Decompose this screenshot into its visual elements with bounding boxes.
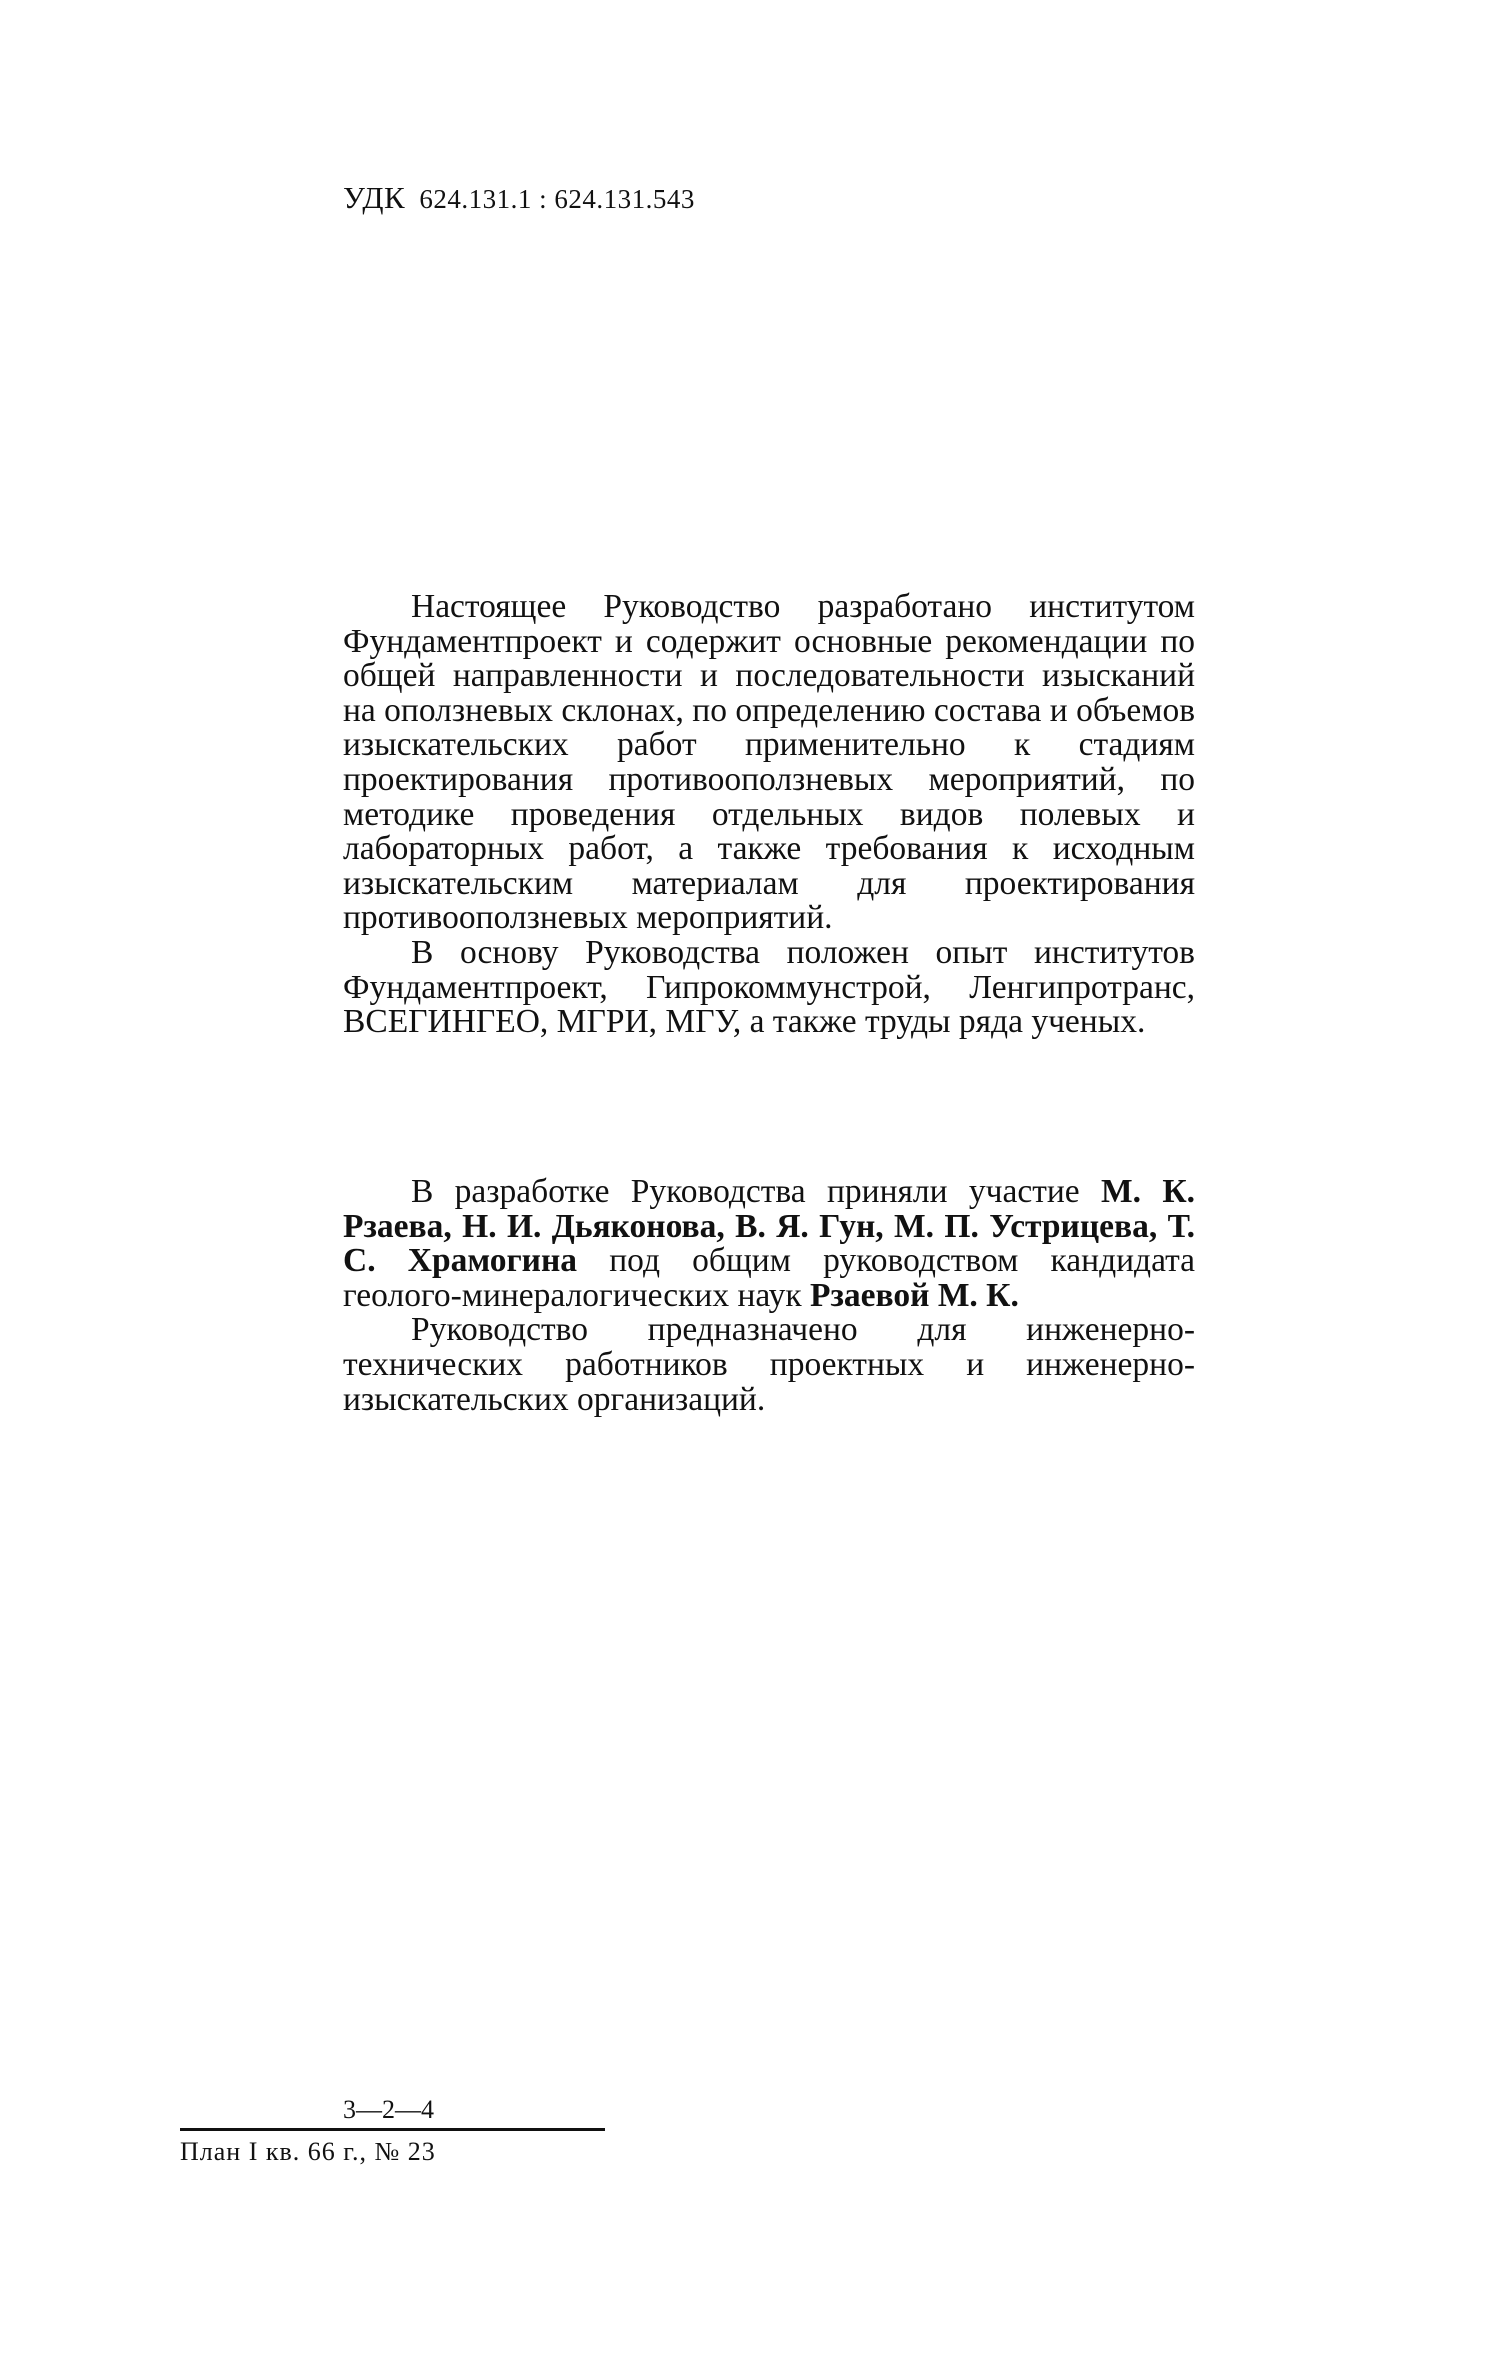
audience-paragraph: Руководство предназначено для инженерно-технических работников проектных и инженерно-изыскательских организаций. (343, 1311, 1195, 1418)
intro-paragraph: Настоящее Руководство разработано институтом Фундаментпроект и содержит основные рекомендации по общей направленности и последовательности изысканий на оползневых склонах, по определению состава и объемов изыскательских работ применительно к стадиям проектирования противооползневых мероприятий, по методике проведения отдельных видов полевых и лабораторных работ, а также требования к исходным изыскательским материалам для проектирования противооползневых мероприятий. (343, 588, 1196, 937)
publication-plan: План I кв. 66 г., № 23 (180, 2137, 436, 2166)
udk-line (343, 180, 695, 216)
udk-label: УДК (343, 180, 406, 215)
credits-section (343, 1175, 1195, 1417)
intro-paragraph: В основу Руководства положен опыт институтов Фундаментпроект, Гипрокоммунстрой, Ленгипротранс, ВСЕГИНГЕО, МГРИ, МГУ, а также труды ряда ученых. (343, 933, 1195, 1041)
footer-divider (180, 2128, 605, 2131)
credits-lead-in: В разработке Руководства приняли участие (411, 1173, 1080, 1210)
publication-code: 3—2—4 (343, 2095, 434, 2124)
credits-paragraph (343, 1175, 1195, 1313)
udk-code: 624.131.1 : 624.131.543 (419, 184, 695, 214)
author-names: М. К. Рзаева, Н. И. Дьяконова, В. Я. Гун, М. П. Устрицева, Т. С. Храмогина (343, 1173, 1195, 1280)
supervisor-name: Рзаевой М. К. (809, 1276, 1019, 1314)
intro-section (343, 590, 1195, 1040)
supervision-text: под общим руководством кандидата геолого-минералогических наук (343, 1242, 1196, 1314)
